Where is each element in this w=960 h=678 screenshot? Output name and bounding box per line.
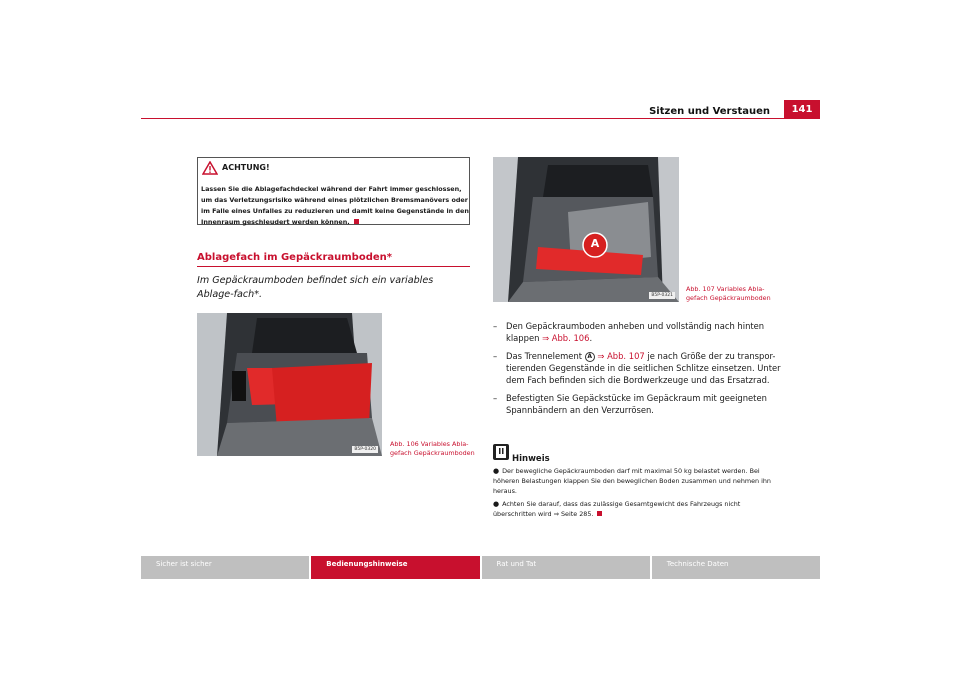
figure-107-id: B5P-0321 bbox=[651, 293, 673, 298]
hint-text: ● Der bewegliche Gepäckraumboden darf mit maximal 50 kg belastet werden. Bei höheren Belastungen klappen Sie den beweglichen Boden zusammen und nehmen ihn heraus. ● Achten Sie darauf, dass das zulässige Gesamtgewicht des Fahrzeugs nicht überschritten wird ⇒ Seite 285. bbox=[493, 467, 771, 518]
step-2: – Das Trennelement A ⇒ Abb. 107 je nach Größe der zu transpor-tierenden Gegenstände in die seitlichen Schlitze einsetzen. Unter dem Fach befinden sich die Bordwerkzeuge und das Ersatzrad. bbox=[493, 351, 781, 385]
section-title: Ablagefach im Gepäckraumboden* bbox=[197, 252, 392, 263]
section-end-icon bbox=[354, 219, 359, 224]
footer-tab-rat[interactable]: Rat und Tat bbox=[482, 556, 650, 579]
callout-a-badge: A bbox=[585, 352, 595, 362]
figure-106-image bbox=[197, 313, 382, 456]
warning-box bbox=[197, 157, 470, 225]
section-intro: Im Gepäckraumboden befindet sich ein variables Ablage-fach*. bbox=[197, 275, 434, 300]
page-number: 141 bbox=[784, 100, 820, 119]
footer-tab-bedienung[interactable]: Bedienungshinweise bbox=[311, 556, 479, 579]
figure-107-caption: Abb. 107 Variables Abla- gefach Gepäckraumboden bbox=[686, 285, 771, 302]
warning-text: Lassen Sie die Ablagefachdeckel während der Fahrt immer geschlossen, um das Verletzungsrisiko während eines plötzlichen Bremsmanövers oder im Falle eines Unfalles zu reduzieren und damit keine Gegenstände in den Innenraum geschleudert werden können. bbox=[201, 185, 469, 226]
footer-tab-technik[interactable]: Technische Daten bbox=[652, 556, 820, 579]
figure-107-label: A bbox=[590, 237, 600, 250]
info-icon bbox=[493, 444, 509, 460]
figure-107-image bbox=[493, 157, 679, 302]
instruction-steps bbox=[493, 320, 783, 422]
figure-106-caption: Abb. 106 Variables Abla- gefach Gepäckraumboden bbox=[390, 440, 475, 457]
figure-link[interactable]: ⇒ Abb. 107 bbox=[597, 351, 645, 361]
section-end-icon bbox=[597, 511, 602, 516]
figure-106-id: B5P-0320 bbox=[354, 447, 376, 452]
running-header: Sitzen und Verstauen bbox=[649, 106, 770, 117]
step-3: – Befestigten Sie Gepäckstücke im Gepäckraum mit geeigneten Spannbändern an den Verzurrösen. bbox=[493, 393, 767, 415]
warning-triangle-icon bbox=[202, 160, 218, 174]
warning-title: ACHTUNG! bbox=[222, 163, 270, 172]
section-rule bbox=[197, 266, 470, 267]
header-rule bbox=[141, 118, 820, 119]
figure-link[interactable]: ⇒ Abb. 106 bbox=[542, 333, 590, 343]
step-1: – Den Gepäckraumboden anheben und vollständig nach hinten klappen ⇒ Abb. 106. bbox=[493, 321, 765, 343]
hint-title: Hinweis bbox=[512, 454, 550, 464]
footer-tab-sicher[interactable]: Sicher ist sicher bbox=[141, 556, 309, 579]
footer-nav bbox=[141, 556, 820, 579]
